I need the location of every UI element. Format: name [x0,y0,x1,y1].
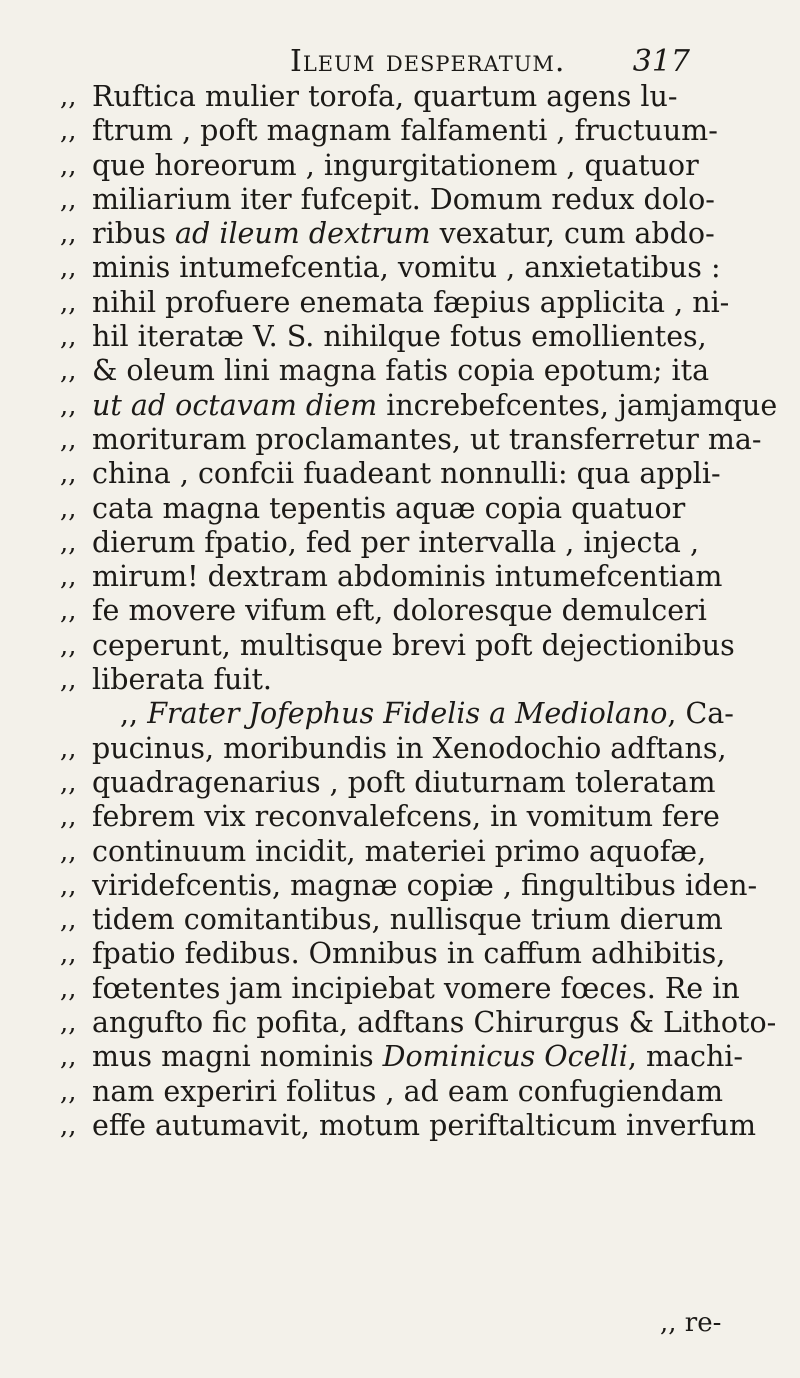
line-text [92,354,709,388]
line-text [92,217,715,251]
line-text [92,251,721,285]
text-line [0,1006,800,1040]
line-text [92,903,723,937]
line-text [92,629,735,663]
text-run: minis intumefcentia, vomitu , anxietatibus : [92,251,721,285]
text-line [0,1040,800,1074]
quote-mark: ,, [60,82,77,112]
text-run: , machi- [627,1040,744,1074]
text-run: & oleum lini magna fatis copia epotum; ita [92,354,710,388]
quote-mark: ,, [60,390,77,421]
quote-mark: ,, [60,322,77,353]
text-run: increbefcentes, jamjamque [377,388,778,422]
line-text [92,732,727,766]
text-run: miliarium iter fufcepit. Domum redux dolo- [92,182,715,216]
text-line [0,492,800,526]
quote-mark: ,, [60,939,77,970]
line-text [92,492,685,526]
text-line [0,697,800,731]
body-text [0,80,800,1143]
quote-mark: ,, [60,665,77,696]
line-text [92,320,707,354]
line-text [92,1006,776,1040]
line-text [92,1075,723,1109]
text-run: dierum fpatio, fed per intervalla , injecta , [92,525,700,559]
line-text [92,560,722,594]
text-line [0,869,800,903]
quote-mark: ,, [60,596,77,627]
text-run: nihil profuere enemata fæpius applicita , ni- [92,285,730,319]
text-line [0,937,800,971]
text-run: effe autumavit, motum periftalticum inverfum [92,1108,756,1142]
quote-mark: ,, [60,184,77,215]
line-text [92,526,699,560]
text-run: ribus [92,217,176,251]
quote-mark: ,, [60,1076,77,1107]
quote-mark: ,, [60,150,77,181]
quote-mark: ,, [60,733,77,764]
quote-mark: ,, [60,870,77,901]
italic-text: Frater Jofephus Fidelis a Mediolano [147,697,668,731]
text-run: quadragenarius , poft diuturnam toleratam [92,765,716,799]
text-run: ftrum , poft magnam falfamenti , fructuum- [92,114,718,148]
line-text [92,800,720,834]
text-run: tidem comitantibus, nullisque trium dierum [92,903,723,937]
line-text [92,869,757,903]
text-run: febrem vix reconvalefcens, in vomitum fere [92,800,720,834]
text-line [0,972,800,1006]
line-text [92,457,721,491]
text-line [0,800,800,834]
quote-mark: ,, [60,356,77,387]
text-line [0,286,800,320]
line-text [92,423,762,457]
text-line [0,1109,800,1143]
text-run: china , confcii fuadeant nonnulli: qua appli- [92,457,721,491]
text-run: , Ca- [667,697,734,731]
quote-mark: ,, [60,905,77,936]
text-line [0,217,800,251]
line-text [92,149,699,183]
page-number: 317 [632,44,690,79]
text-run: angufto fic pofita, adftans Chirurgus & Lithoto- [92,1006,777,1040]
line-text [92,80,678,114]
quote-mark: ,, [60,1110,77,1141]
italic-text: ut ad octavam diem [92,388,378,422]
quote-mark: ,, [60,287,77,318]
text-run: Ruftica mulier torofa, quartum agens lu- [92,80,678,113]
text-line [0,766,800,800]
text-line [0,1075,800,1109]
line-text [92,663,272,697]
line-text [120,697,734,731]
text-line [0,320,800,354]
text-line [0,354,800,388]
line-text [92,937,725,971]
quote-mark: ,, [60,973,77,1004]
line-text [92,594,707,628]
text-line [0,732,800,766]
text-line [0,457,800,491]
quote-mark: ,, [60,219,77,250]
catchword: ,, re- [660,1308,722,1338]
text-line [0,629,800,663]
text-run: mus magni nominis [92,1040,383,1074]
page-header [290,44,690,79]
line-text [92,114,718,148]
text-line [0,149,800,183]
quote-mark: ,, [60,802,77,833]
text-line [0,389,800,423]
text-run: hil iteratæ V. S. nihilque fotus emollientes, [92,320,707,354]
text-run: fpatio fedibus. Omnibus in caffum adhibitis, [92,937,726,971]
italic-text: ad ileum dextrum [175,217,431,251]
quote-mark: ,, [60,1008,77,1039]
quote-mark: ,, [60,527,77,558]
quote-mark: ,, [60,630,77,661]
quote-mark: ,, [60,562,77,593]
text-run: viridefcentis, magnæ copiæ , fingultibus iden- [92,868,758,902]
text-line [0,594,800,628]
text-line [0,423,800,457]
line-text [92,183,715,217]
text-line [0,183,800,217]
text-line [0,526,800,560]
quote-mark: ,, [60,1042,77,1073]
text-line [0,80,800,114]
text-run: pucinus, moribundis in Xenodochio adftans, [92,731,727,765]
quote-mark: ,, [60,767,77,798]
text-line [0,835,800,869]
text-line [0,251,800,285]
text-run: ,, [120,697,148,731]
line-text [92,835,706,869]
quote-mark: ,, [60,116,77,147]
text-run: vexatur, cum abdo- [430,217,715,251]
text-run: fœtentes jam incipiebat vomere fœces. Re in [92,971,740,1005]
line-text [92,766,716,800]
text-run: fe movere vifum eft, doloresque demulceri [92,594,707,628]
text-run: ceperunt, multisque brevi poft dejectionibus [92,628,735,662]
line-text [92,389,777,423]
line-text [92,1109,756,1143]
text-run: cata magna tepentis aquæ copia quatuor [92,491,686,525]
text-line [0,903,800,937]
text-line [0,663,800,697]
text-run: liberata fuit. [92,663,272,697]
text-run: continuum incidit, materiei primo aquofæ, [92,834,707,868]
quote-mark: ,, [60,424,77,455]
line-text [92,972,740,1006]
quote-mark: ,, [60,459,77,490]
quote-mark: ,, [60,836,77,867]
text-line [0,560,800,594]
quote-mark: ,, [60,253,77,284]
text-line [0,114,800,148]
line-text [92,1040,743,1074]
italic-text: Dominicus Ocelli [382,1040,628,1074]
text-run: mirum! dextram abdominis intumefcentiam [92,560,723,594]
line-text [92,286,729,320]
running-title: Ileum desperatum. [290,44,566,79]
text-run: morituram proclamantes, ut transferretur ma- [92,422,762,456]
text-run: nam experiri folitus , ad eam confugiendam [92,1074,724,1108]
text-run: que horeorum , ingurgitationem , quatuor [92,148,699,182]
quote-mark: ,, [60,493,77,524]
